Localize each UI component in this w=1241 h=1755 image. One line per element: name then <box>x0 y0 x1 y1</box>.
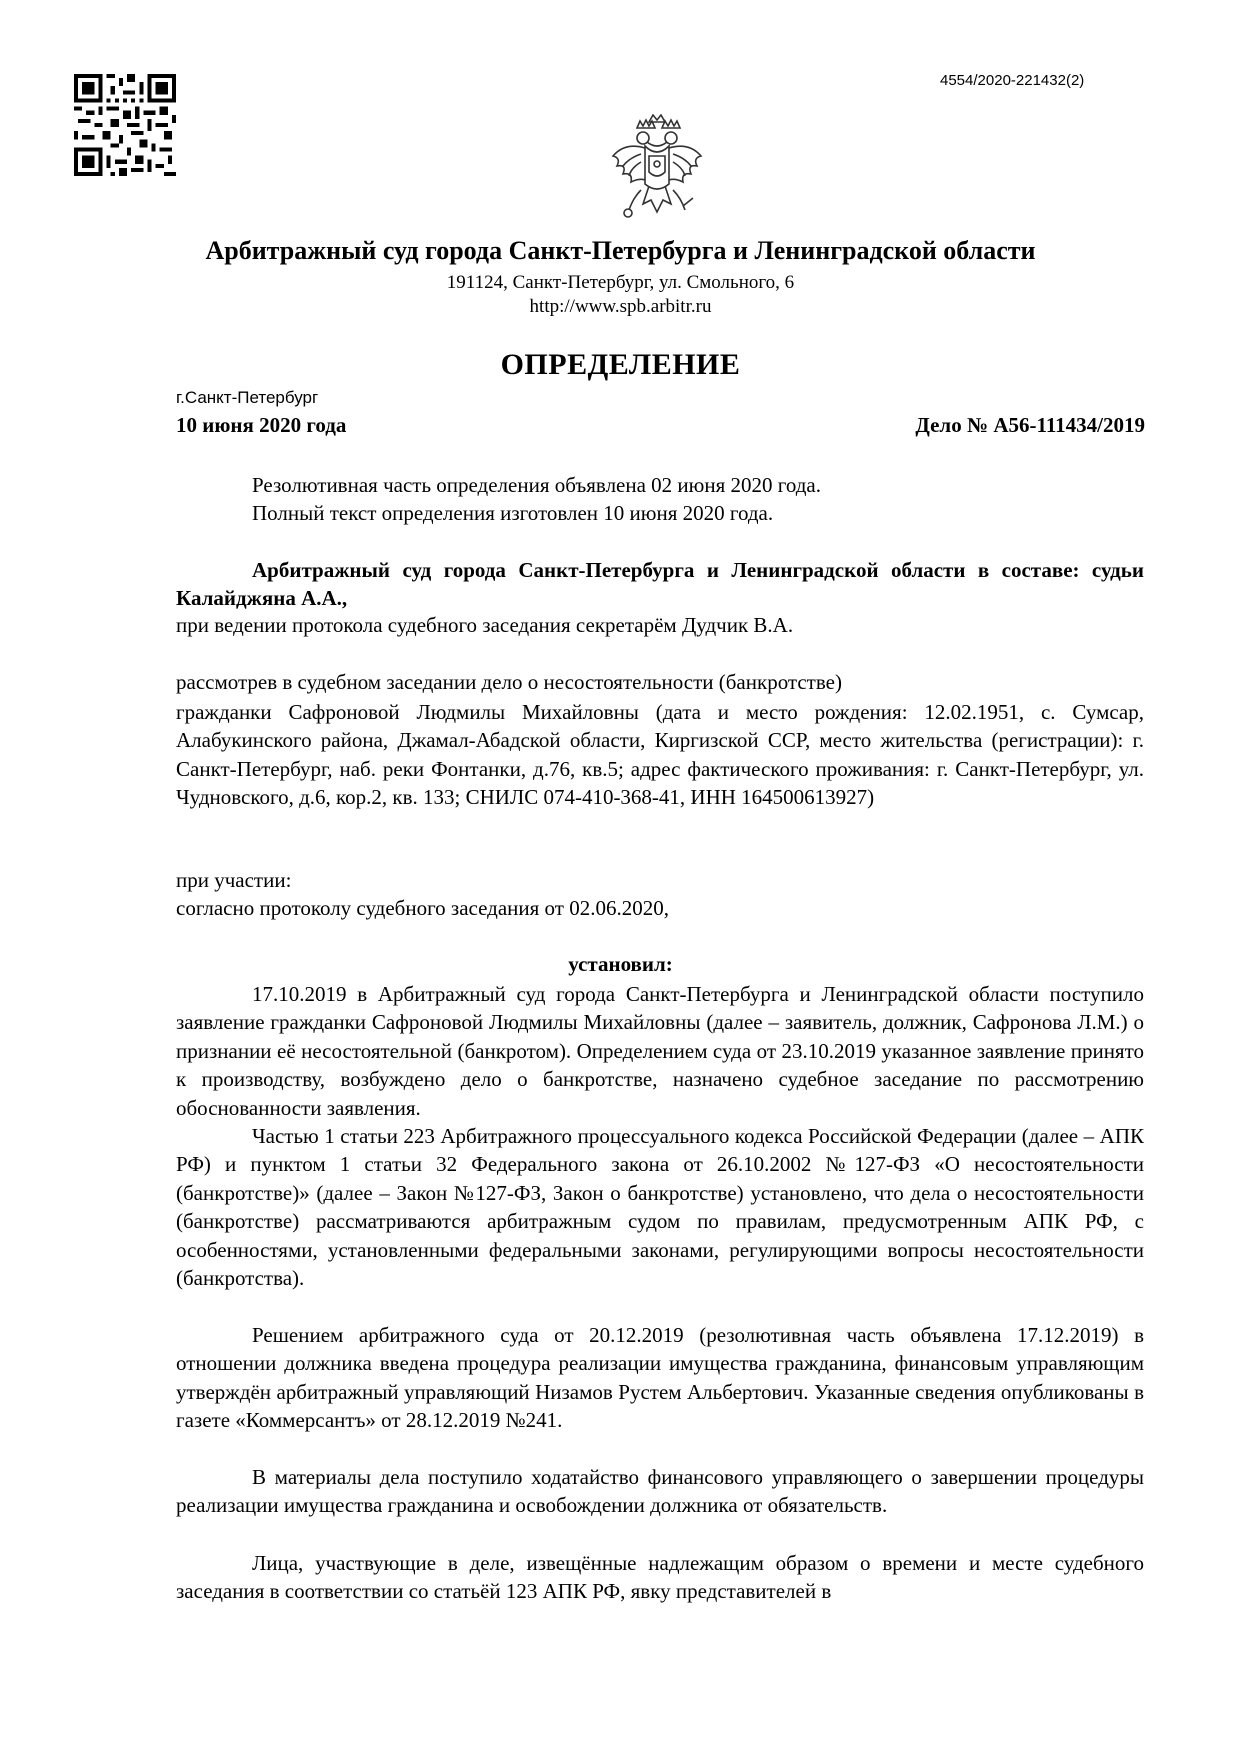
court-name: Арбитражный суд города Санкт-Петербурга и Ленинградской области <box>205 236 1036 265</box>
paragraph: Решением арбитражного суда от 20.12.2019 (резолютивная часть объявлена 17.12.2019) в отношении должника введена процедура реализации имущества гражданина, финансовым управляющим утверждён арбитражный управляющий Низамов Рустем Альбертович. Указанные сведения опубликованы в газете «Коммерсантъ» от 28.12.2019 №241. <box>176 1323 1144 1433</box>
secretary-line: при ведении протокола судебного заседания секретарём Дудчик В.А. <box>176 613 794 637</box>
full-text-note: Полный текст определения изготовлен 10 июня 2020 года. <box>252 501 774 525</box>
court-composition: Арбитражный суд города Санкт-Петербурга и Ленинградской области в составе: судьи Калайджяна А.А., <box>176 558 1144 611</box>
case-number: Дело № А56-111434/2019 <box>915 413 1145 437</box>
paragraph: Частью 1 статьи 223 Арбитражного процессуального кодекса Российской Федерации (далее – АПК РФ) и пунктом 1 статьи 32 Федерального закона от 26.10.2002 №127-ФЗ «О несостоятельности (банкротстве)» (далее – Закон №127-ФЗ, Закон о банкротстве) установлено, что дела о несостоятельности (банкротстве) рассматриваются арбитражным судом по правилам, предусмотренным АПК РФ, с особенностями, установленными федеральными законами, регулирующими вопросы несостоятельности (банкротства). <box>176 1124 1144 1291</box>
paragraph: Лица, участвующие в деле, извещённые надлежащим образом о времени и месте судебного заседания в соответствии со статьёй 123 АПК РФ, явку представителей в <box>176 1551 1144 1604</box>
court-address: 191124, Санкт-Петербург, ул. Смольного, 6 <box>446 272 795 293</box>
qr-code-icon <box>74 74 176 176</box>
document-title: ОПРЕДЕЛЕНИЕ <box>500 348 741 381</box>
party-details: гражданки Сафроновой Людмилы Михайловны (дата и место рождения: 12.02.1951, с. Сумсар, Алабукинского района, Джамал-Абадской области, Киргизской ССР, место жительства (регистрации): г. Санкт-Петербург, наб. реки Фонтанки, д.76, кв.5; адрес фактического проживания: г. Санкт-Петербург, ул. Чудновского, д.6, кор.2, кв. 133; СНИЛС 074-410-368-41, ИНН 164500613927) <box>176 700 1144 810</box>
announcement-note: Резолютивная часть определения объявлена 02 июня 2020 года. <box>252 473 821 497</box>
city: г.Санкт-Петербург <box>176 388 319 407</box>
paragraph: 17.10.2019 в Арбитражный суд города Санкт-Петербурга и Ленинградской области поступило заявление гражданки Сафроновой Людмилы Михайловны (далее – заявитель, должник, Сафронова Л.М.) о признании её несостоятельной (банкротом). Определением суда от 23.10.2019 указанное заявление принято к производству, возбуждено дело о банкротстве, назначено судебное заседание по рассмотрению обоснованности заявления. <box>176 982 1144 1120</box>
paragraph: В материалы дела поступило ходатайство финансового управляющего о завершении процедуры реализации имущества гражданина и освобождении должника от обязательств. <box>176 1465 1144 1518</box>
participation-text: согласно протоколу судебного заседания от 02.06.2020, <box>176 896 669 920</box>
decision-date: 10 июня 2020 года <box>176 413 347 437</box>
document-number: 4554/2020-221432(2) <box>940 72 1085 89</box>
participation-label: при участии: <box>176 868 292 892</box>
coat-of-arms-icon <box>607 114 707 226</box>
court-website[interactable]: http://www.spb.arbitr.ru <box>529 296 712 317</box>
established-heading: установил: <box>568 952 673 976</box>
considering-line: рассмотрев в судебном заседании дело о несостоятельности (банкротстве) <box>176 670 842 694</box>
